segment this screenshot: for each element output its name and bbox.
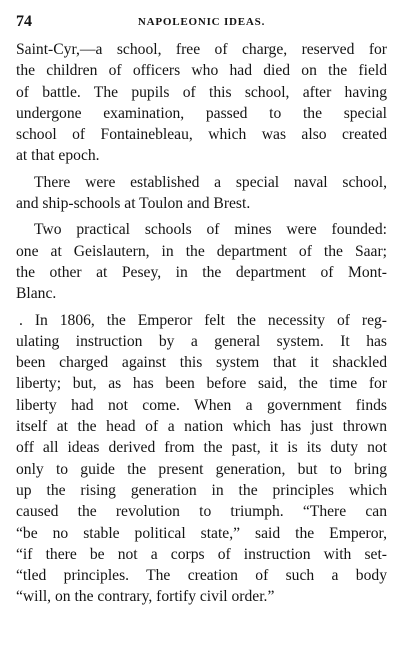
page-header [16, 13, 387, 31]
text-line: “tled principles. The creation of such a body [16, 567, 387, 585]
paragraph [16, 310, 387, 608]
text-line: school of Fontainebleau, which was also created [16, 126, 387, 144]
text-line: only to guide the present generation, but to bring [16, 460, 387, 478]
text-line: Two practical schools of mines were founded: [34, 221, 387, 239]
text-line: caused the revolution to triumph. “There can [16, 503, 387, 521]
running-head: NAPOLEONIC IDEAS. [137, 16, 266, 28]
text-line: liberty; but, as has been before said, the time for [16, 375, 387, 393]
text-line: the other at Pesey, in the department of Mont- [16, 263, 387, 281]
text-line: liberty had not come. When a government finds [16, 396, 387, 414]
text-line: off all ideas derived from the past, it is its duty not [16, 439, 387, 457]
text-line: “if there be not a corps of instruction with set- [16, 545, 387, 563]
paragraph [16, 219, 387, 304]
text-line: “will, on the contrary, fortify civil order.” [16, 588, 275, 606]
text-line: Saint-Cyr,—a school, free of charge, reserved for [16, 41, 387, 58]
text-line: of battle. The pupils of this school, after having [16, 83, 387, 101]
paragraph [16, 39, 387, 167]
text-line: one at Geislautern, in the department of the Saar; [16, 242, 387, 260]
text-line: at that epoch. [16, 147, 100, 165]
page-number: 74 [16, 13, 32, 30]
text-line: ulating instruction by a general system. It has [16, 332, 387, 350]
text-line: been charged against this system that it shackled [16, 354, 387, 372]
text-line: itself at the head of a nation which has just thrown [16, 418, 387, 436]
paragraph [16, 172, 387, 215]
body-text [16, 39, 387, 608]
text-line: There were established a special naval school, [34, 173, 387, 191]
text-line: and ship-schools at Toulon and Brest. [16, 195, 251, 213]
text-line: “be no stable political state,” said the Emperor, [16, 524, 387, 542]
text-line: . In 1806, the Emperor felt the necessity of reg- [19, 311, 387, 329]
text-line: undergone examination, passed to the special [16, 104, 387, 122]
text-line: Blanc. [16, 285, 57, 303]
text-line: the children of officers who had died on the field [16, 62, 387, 80]
text-line: up the rising generation in the principles which [16, 481, 387, 499]
